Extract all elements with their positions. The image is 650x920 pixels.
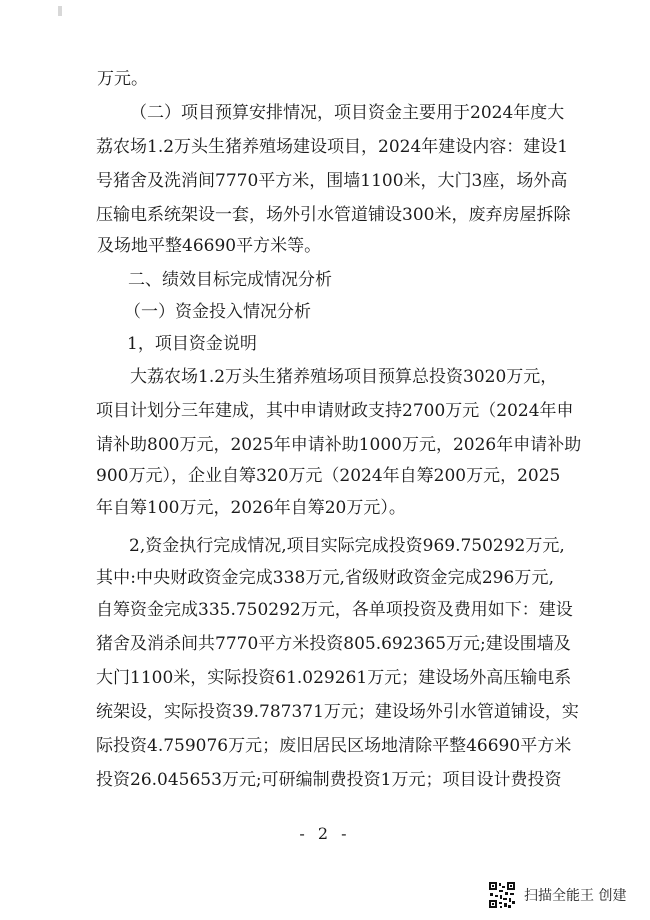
page-number: - 2 - xyxy=(299,824,351,843)
scan-artifact xyxy=(58,6,62,16)
document-page: 万元。 （二）项目预算安排情况，项目资金主要用于2024年度大 荔农场1.2万头生猪养殖场建设项目，2024年建设内容：建设1 号猪舍及洗消间7770平方米，围墙1100米，大门3座，场外高 压输电系统架设一套，场外引水管道铺设300米，废弃房屋拆除 及场地平整46690平方米等。 二、绩效目标完成情况分析 （一）资金投入情况分析 1，项目资金说明 大荔农场1.2万头生猪养殖场项目预算总投资3020万元， 项目计划分三年建成，其中申请财政支持2700万元（2024年申 请补助800万元，2025年申请补助1000万元，2026年申请补助 900万元），企业自筹320万元（2024年自筹200万元，2025 年自筹100万元，2026年自筹20万元）。 2,资金执行完成情况,项目实际完成投资969.750292万元, 其中:中央财政资金完成338万元,省级财政资金完成296万元, 自筹资金完成335.750292万元，各单项投资及费用如下：建设 猪舍及消杀间共7770平方米投资805.692365万元;建设围墙及 大门1100米，实际投资61.029261万元；建设场外高压输电系 统架设，实际投资39.787371万元；建设场外引水管道铺设，实 际投资4.759076万元；废旧居民区场地清除平整46690平方米 投资26.045653万元;可研编制费投资1万元；项目设计费投资 - 2 - 扫描全能王 创建 xyxy=(0,0,650,920)
scanner-watermark xyxy=(488,880,626,910)
scanner-app-label: 扫描全能王 创建 xyxy=(524,888,627,904)
qr-code-icon xyxy=(488,881,516,909)
